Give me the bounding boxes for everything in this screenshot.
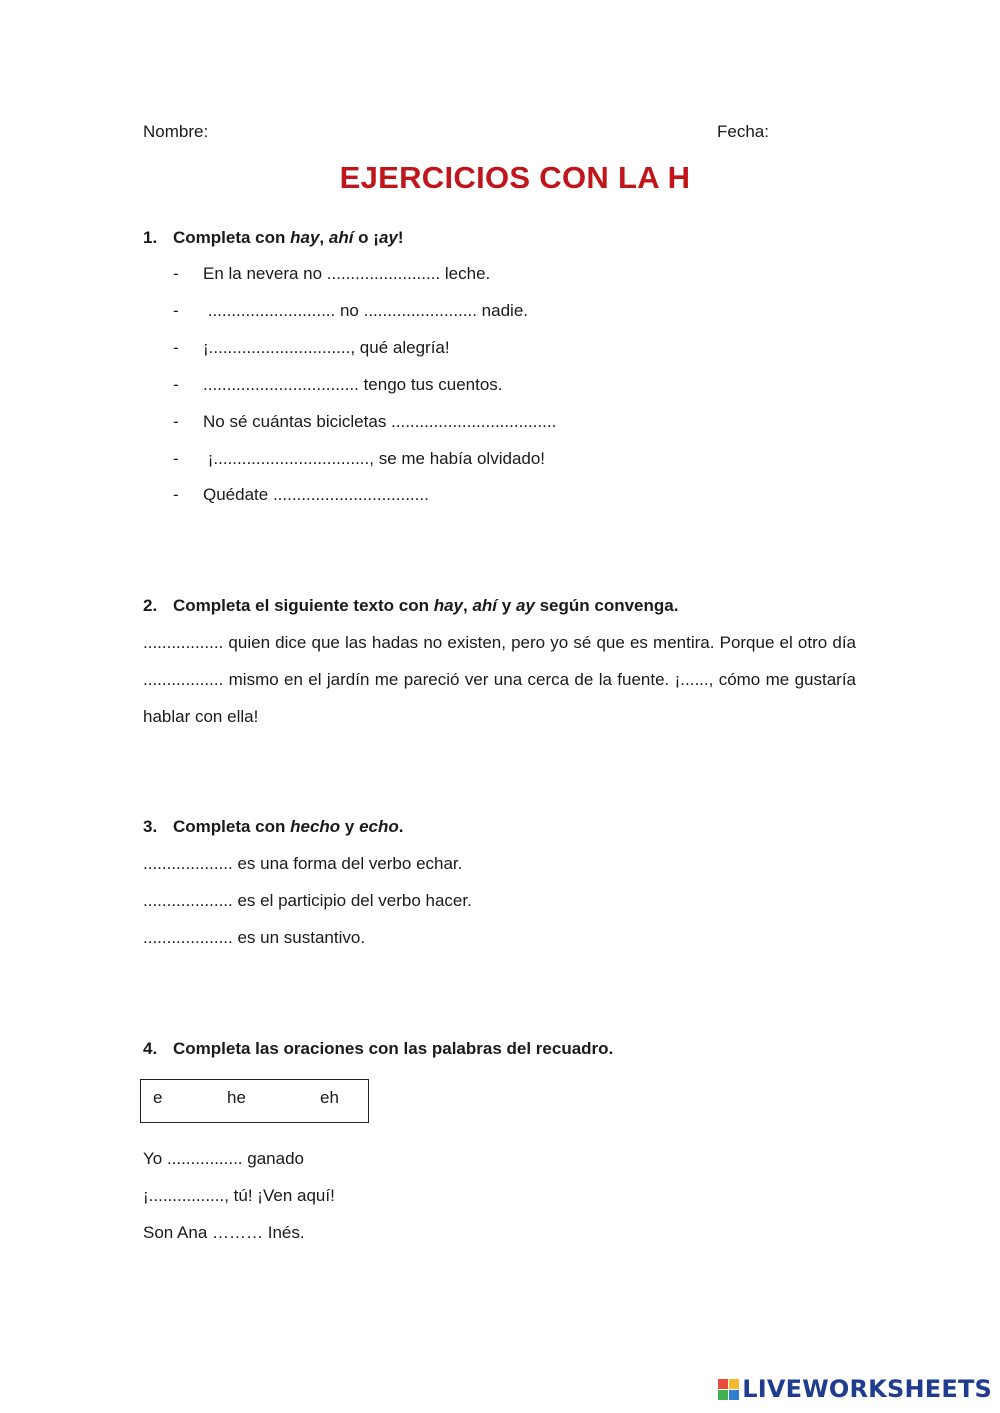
exercise-4-line: Son Ana ……… Inés. [143,1223,305,1242]
logo-text: LIVEWORKSHEETS [742,1375,992,1403]
exercise-4-line: ¡................, tú! ¡Ven aquí! [143,1186,335,1205]
exercise-3-line: ................... es el participio del verbo hacer. [143,891,472,910]
list-item: - Quédate ................................. [173,485,429,504]
name-label: Nombre: [143,122,209,141]
list-item: - En la nevera no ........................ leche. [173,264,491,283]
exercise-4-line: Yo ................ ganado [143,1149,304,1168]
list-item: - No sé cuántas bicicletas ................................... [173,412,557,431]
list-item: - ........................... no ........................ nadie. [173,301,529,320]
word-box-item: he [227,1088,246,1107]
exercise-number: 3. [143,817,158,836]
logo-square [729,1379,739,1389]
exercise-number: 2. [143,596,158,615]
liveworksheets-logo [718,1375,992,1403]
list-item: - ¡.............................., qué alegría! [173,338,450,357]
exercise-3-heading: 3. Completa con hecho y echo. [143,817,404,836]
list-item: - ................................. tengo tus cuentos. [173,375,503,394]
logo-square [718,1379,728,1389]
exercise-number: 1. [143,228,158,247]
date-label: Fecha: [717,122,769,141]
worksheet-title: EJERCICIOS CON LA H [339,160,691,195]
word-box-item: eh [320,1088,339,1107]
word-box-item: e [153,1088,163,1107]
exercise-1-heading: 1. Completa con hay, ahí o ¡ay! [143,228,404,247]
exercise-3-line: ................... es una forma del verbo echar. [143,854,463,873]
logo-square [718,1390,728,1400]
logo-square [729,1390,739,1400]
exercise-3-line: ................... es un sustantivo. [143,928,366,947]
list-item: - ¡................................., se me había olvidado! [173,449,546,468]
word-box [140,1079,369,1123]
exercise-2-heading: 2. Completa el siguiente texto con hay, ahí y ay según convenga. [143,596,679,615]
exercise-2-text: ................. quien dice que las hadas no existen, pero yo sé que es mentira. Porque el otro día ................. mismo en el jardín me pareció ver una cerca de la fuente. ¡......, cómo me gustaría hablar con ella! [143,633,856,726]
logo-mark-icon [718,1379,739,1400]
exercise-number: 4. [143,1039,158,1058]
exercise-4-heading: 4. Completa las oraciones con las palabras del recuadro. [143,1039,614,1058]
